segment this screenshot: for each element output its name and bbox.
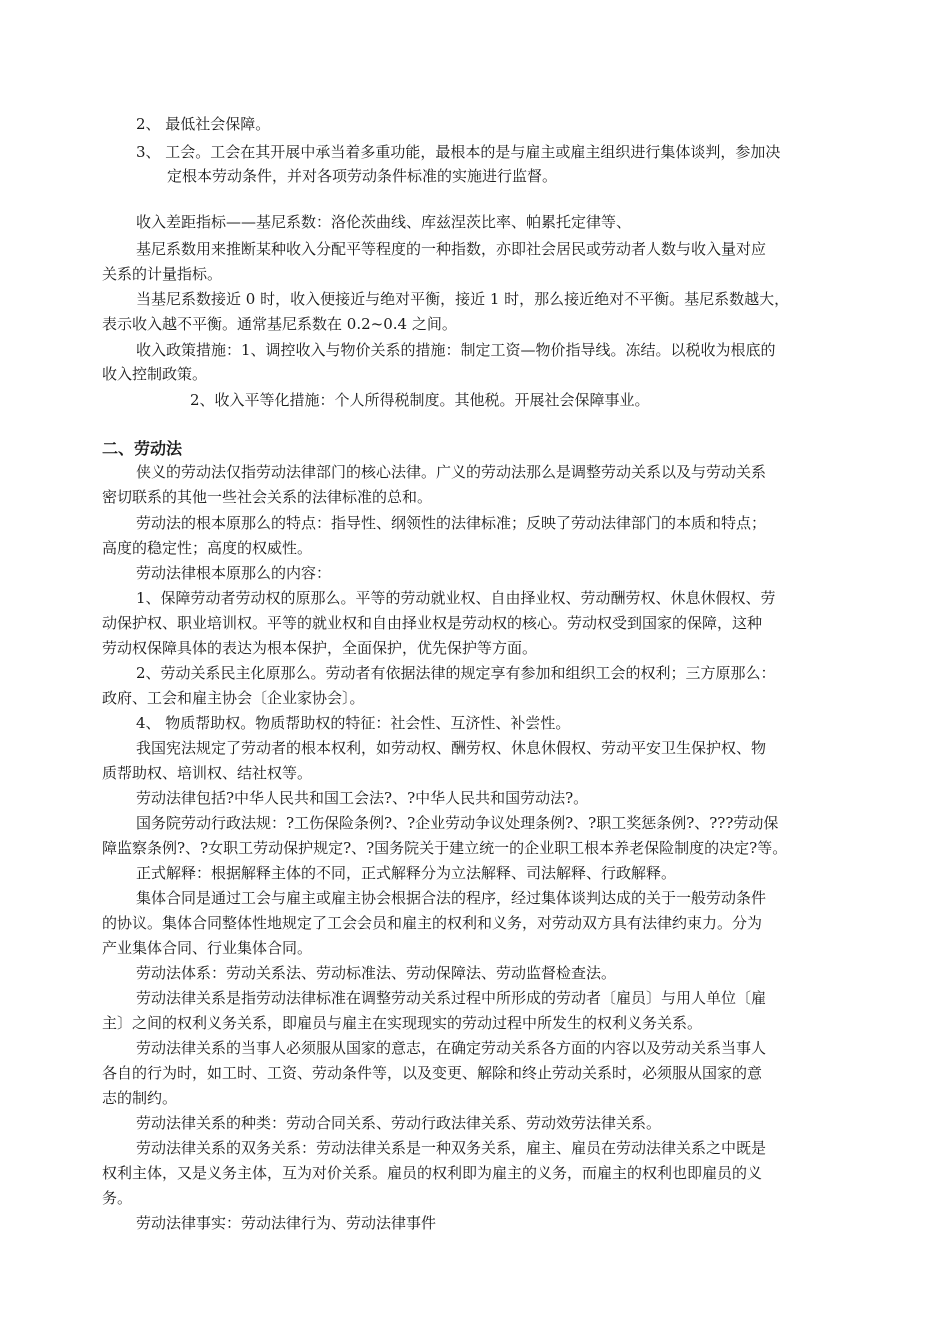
paragraph-line: 劳动法律关系的种类：劳动合同关系、劳动行政法律关系、劳动效劳法律关系。 <box>136 1114 662 1132</box>
paragraph-line: 2、劳动关系民主化原那么。劳动者有依据法律的规定享有参加和组织工会的权利；三方原那么： <box>136 664 776 682</box>
section-heading: 二、劳动法 <box>102 439 183 458</box>
paragraph-line: 集体合同是通过工会与雇主或雇主协会根据合法的程序，经过集体谈判达成的关于一般劳动条件 <box>136 889 767 907</box>
paragraph-line: 劳动法律关系的双务关系：劳动法律关系是一种双务关系，雇主、雇员在劳动法律关系之中既是 <box>136 1139 767 1157</box>
paragraph-line: 劳动法体系：劳动关系法、劳动标准法、劳动保障法、劳动监督检查法。 <box>136 964 617 982</box>
paragraph-line: 动保护权、职业培训权。平等的就业权和自由择业权是劳动权的核心。劳动权受到国家的保障，这种 <box>102 614 763 632</box>
paragraph-line: 侠义的劳动法仅指劳动法律部门的核心法律。广义的劳动法那么是调整劳动关系以及与劳动关系 <box>136 463 767 481</box>
paragraph-line: 障监察条例?、?女职工劳动保护规定?、?国务院关于建立统一的企业职工根本养老保险制度的决定?等。 <box>102 839 788 857</box>
paragraph-line: 劳动权保障具体的表达为根本保护，全面保护，优先保护等方面。 <box>102 639 538 657</box>
paragraph-line: 的协议。集体合同整体性地规定了工会会员和雇主的权利和义务，对劳动双方具有法律约束力。分为 <box>102 914 763 932</box>
paragraph-line: 收入政策措施：1、调控收入与物价关系的措施：制定工资—物价指导线。冻结。以税收为根底的 <box>136 341 776 359</box>
paragraph-line: 当基尼系数接近 0 时，收入便接近与绝对平衡，接近 1 时，那么接近绝对不平衡。基尼系数越大， <box>136 290 790 308</box>
paragraph-line: 表示收入越不平衡。通常基尼系数在 0.2~0.4 之间。 <box>102 315 457 333</box>
list-item-2: 2、 最低社会保障。 <box>136 115 271 133</box>
paragraph-line: 志的制约。 <box>102 1089 178 1107</box>
paragraph-line: 各自的行为时，如工时、工资、劳动条件等，以及变更、解除和终止劳动关系时，必须服从国家的意 <box>102 1064 763 1082</box>
paragraph-line: 4、 物质帮助权。物质帮助权的特征：社会性、互济性、补尝性。 <box>136 714 571 732</box>
paragraph-line: 收入控制政策。 <box>102 365 208 383</box>
paragraph-line: 2、收入平等化措施：个人所得税制度。其他税。开展社会保障事业。 <box>190 391 650 409</box>
paragraph-line: 劳动法律关系是指劳动法律标准在调整劳动关系过程中所形成的劳动者〔雇员〕与用人单位〔雇 <box>136 989 767 1007</box>
paragraph-line: 劳动法律包括?中华人民共和国工会法?、?中华人民共和国劳动法?。 <box>136 789 589 807</box>
paragraph-line: 密切联系的其他一些社会关系的法律标准的总和。 <box>102 488 433 506</box>
paragraph-line: 劳动法律根本原那么的内容： <box>136 564 332 582</box>
paragraph-line: 高度的稳定性；高度的权威性。 <box>102 539 313 557</box>
paragraph-line: 1、保障劳动者劳动权的原那么。平等的劳动就业权、自由择业权、劳动酬劳权、休息休假权、劳 <box>136 589 776 607</box>
paragraph-line: 劳动法律关系的当事人必须服从国家的意志，在确定劳动关系各方面的内容以及劳动关系当事人 <box>136 1039 767 1057</box>
paragraph-line: 正式解释：根据解释主体的不同，正式解释分为立法解释、司法解释、行政解释。 <box>136 864 677 882</box>
paragraph-line: 质帮助权、培训权、结社权等。 <box>102 764 313 782</box>
paragraph-line: 产业集体合同、行业集体合同。 <box>102 939 313 957</box>
list-item-3-line2: 定根本劳动条件，并对各项劳动条件标准的实施进行监督。 <box>167 167 558 185</box>
paragraph-line: 劳动法的根本原那么的特点：指导性、纲领性的法律标准；反映了劳动法律部门的本质和特点； <box>136 514 767 532</box>
paragraph-line: 关系的计量指标。 <box>102 265 223 283</box>
paragraph-line: 收入差距指标——基尼系数：洛伦茨曲线、库兹涅茨比率、帕累托定律等、 <box>136 213 632 231</box>
paragraph-line: 劳动法律事实：劳动法律行为、劳动法律事件 <box>136 1214 437 1232</box>
paragraph-line: 权利主体，又是义务主体，互为对价关系。雇员的权利即为雇主的义务，而雇主的权利也即雇员的义 <box>102 1164 763 1182</box>
list-item-3-line1: 3、 工会。工会在其开展中承当着多重功能，最根本的是与雇主或雇主组织进行集体谈判，参加决 <box>136 143 781 161</box>
paragraph-line: 基尼系数用来推断某种收入分配平等程度的一种指数，亦即社会居民或劳动者人数与收入量对应 <box>136 240 767 258</box>
paragraph-line: 我国宪法规定了劳动者的根本权利，如劳动权、酬劳权、休息休假权、劳动平安卫生保护权、物 <box>136 739 767 757</box>
paragraph-line: 主〕之间的权利义务关系，即雇员与雇主在实现现实的劳动过程中所发生的权利义务关系。 <box>102 1014 703 1032</box>
paragraph-line: 务。 <box>102 1189 133 1207</box>
paragraph-line: 政府、工会和雇主协会〔企业家协会〕。 <box>102 689 365 707</box>
paragraph-line: 国务院劳动行政法规：?工伤保险条例?、?企业劳动争议处理条例?、?职工奖惩条例?、???劳动保 <box>136 814 779 832</box>
